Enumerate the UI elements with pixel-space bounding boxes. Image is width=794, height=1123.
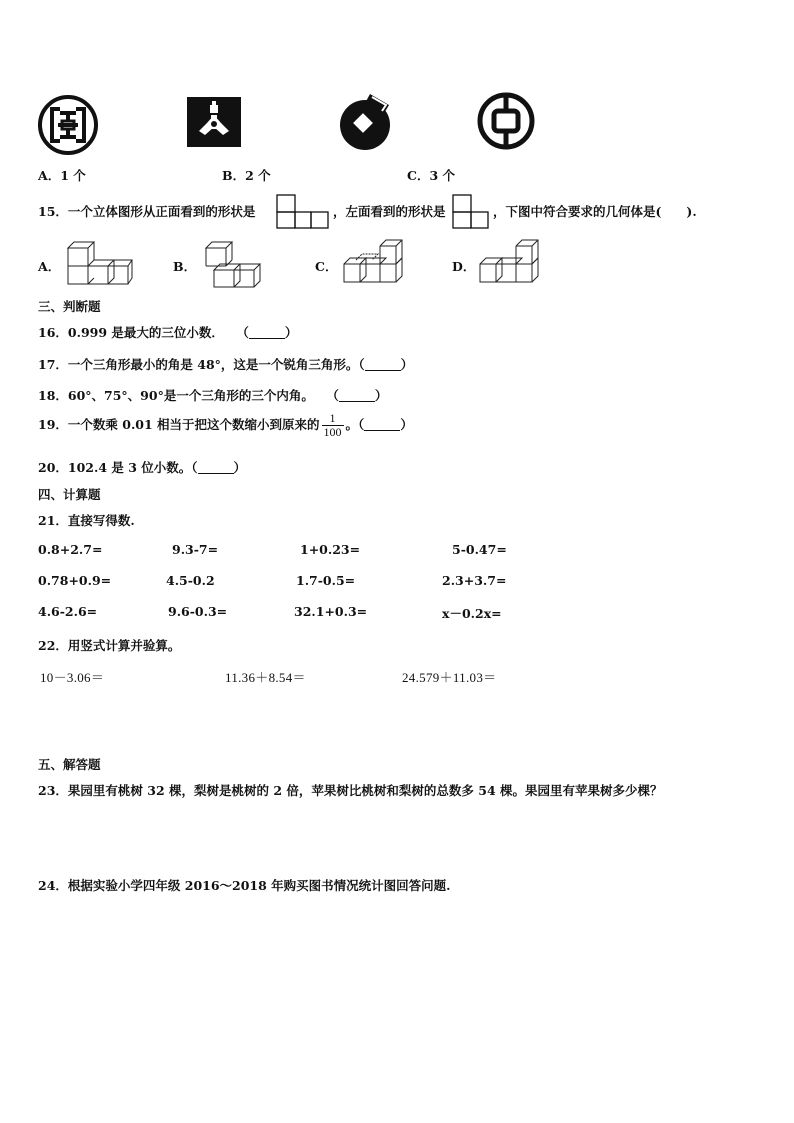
q19-text: 19．一个数乘 0.01 相当于把这个数缩小到原来的 <box>38 417 320 432</box>
q22-prompt: 22．用竖式计算并验算。 <box>38 638 181 653</box>
q16 <box>38 323 297 341</box>
section-4-title: 四、计算题 <box>38 487 101 502</box>
calc-r2-c1: 0.78+0.9= <box>38 573 112 588</box>
q19-after: 。（ <box>345 417 365 432</box>
q18-end: ） <box>374 388 388 403</box>
vertical-calc-3: 24.579＋11.03＝ <box>402 670 497 685</box>
q15-option-a-label: A． <box>38 259 61 274</box>
calc-r2-c3: 1.7-0.5= <box>296 573 356 588</box>
q20 <box>38 458 246 476</box>
fraction-denominator: 100 <box>323 425 342 439</box>
construction-bank-logo-icon <box>187 97 241 147</box>
q20-end: ） <box>233 460 247 475</box>
q14-option-a: A．1 个 <box>38 168 86 183</box>
q14-option-c: C．3 个 <box>407 168 455 183</box>
calc-r3-c2: 9.6-0.3= <box>168 604 228 619</box>
china-merchants-logo-icon <box>337 91 397 153</box>
q19 <box>38 412 413 439</box>
solid-figure-d-icon <box>478 238 540 284</box>
icbc-logo-icon <box>38 95 98 155</box>
q18-answer-blank[interactable] <box>339 389 375 402</box>
q23: 23．果园里有桃树 32 棵，梨树是桃树的 2 倍，苹果树比桃树和梨树的总数多 54 棵。果园里有苹果树多少棵？ <box>38 783 663 798</box>
q18-text: 18．60°、75°、90°是一个三角形的三个内角。 （ <box>38 388 339 403</box>
q15-text-c: ，下图中符合要求的几何体是( ). <box>493 204 697 219</box>
calc-r2-c4: 2.3+3.7= <box>442 573 507 588</box>
q14-option-b: B．2 个 <box>222 168 271 183</box>
section-5-title: 五、解答题 <box>38 757 101 772</box>
q19-end: ） <box>400 417 413 432</box>
calc-r1-c3: 1+0.23= <box>300 542 361 557</box>
q18 <box>38 386 387 404</box>
q17-text: 17．一个三角形最小的角是 48°，这是一个锐角三角形。（ <box>38 357 365 372</box>
vertical-calc-2: 11.36＋8.54＝ <box>225 670 306 685</box>
q16-end: ） <box>284 325 298 340</box>
q15-option-c-label: C． <box>315 259 338 274</box>
calc-r3-c3: 32.1+0.3= <box>294 604 368 619</box>
q15-text-b: ，左面看到的形状是 <box>333 204 446 219</box>
q16-text: 16．0.999 是最大的三位小数． （ <box>38 325 249 340</box>
bank-of-china-logo-icon <box>477 92 537 152</box>
solid-figure-b-icon <box>204 240 266 288</box>
calc-r1-c1: 0.8+2.7= <box>38 542 103 557</box>
calc-r3-c4: x－0.2x= <box>442 606 502 621</box>
calc-r1-c4: 5-0.47= <box>452 542 507 557</box>
q19-answer-blank[interactable] <box>364 418 400 431</box>
solid-figure-c-icon <box>342 238 404 284</box>
q15-text-a: 15．一个立体图形从正面看到的形状是 <box>38 204 256 219</box>
q17 <box>38 355 413 373</box>
q17-end: ） <box>400 357 414 372</box>
fraction-numerator: 1 <box>322 412 344 426</box>
left-view-icon <box>452 194 492 230</box>
q20-text: 20．102.4 是 3 位小数。（ <box>38 460 198 475</box>
section-3-title: 三、判断题 <box>38 299 101 314</box>
q15-option-d-label: D． <box>452 259 476 274</box>
q17-answer-blank[interactable] <box>365 358 401 371</box>
solid-figure-a-icon <box>66 240 132 286</box>
calc-r2-c2: 4.5-0.2 <box>166 573 215 588</box>
q21-prompt: 21．直接写得数. <box>38 513 135 528</box>
front-view-icon <box>276 194 332 230</box>
q15-option-b-label: B． <box>173 259 197 274</box>
calc-r3-c1: 4.6-2.6= <box>38 604 98 619</box>
q20-answer-blank[interactable] <box>198 461 234 474</box>
q16-answer-blank[interactable] <box>249 326 285 339</box>
q19-fraction <box>322 412 344 439</box>
vertical-calc-1: 10－3.06＝ <box>40 670 105 685</box>
calc-r1-c2: 9.3-7= <box>172 542 219 557</box>
q24: 24．根据实验小学四年级 2016～2018 年购买图书情况统计图回答问题. <box>38 878 451 893</box>
